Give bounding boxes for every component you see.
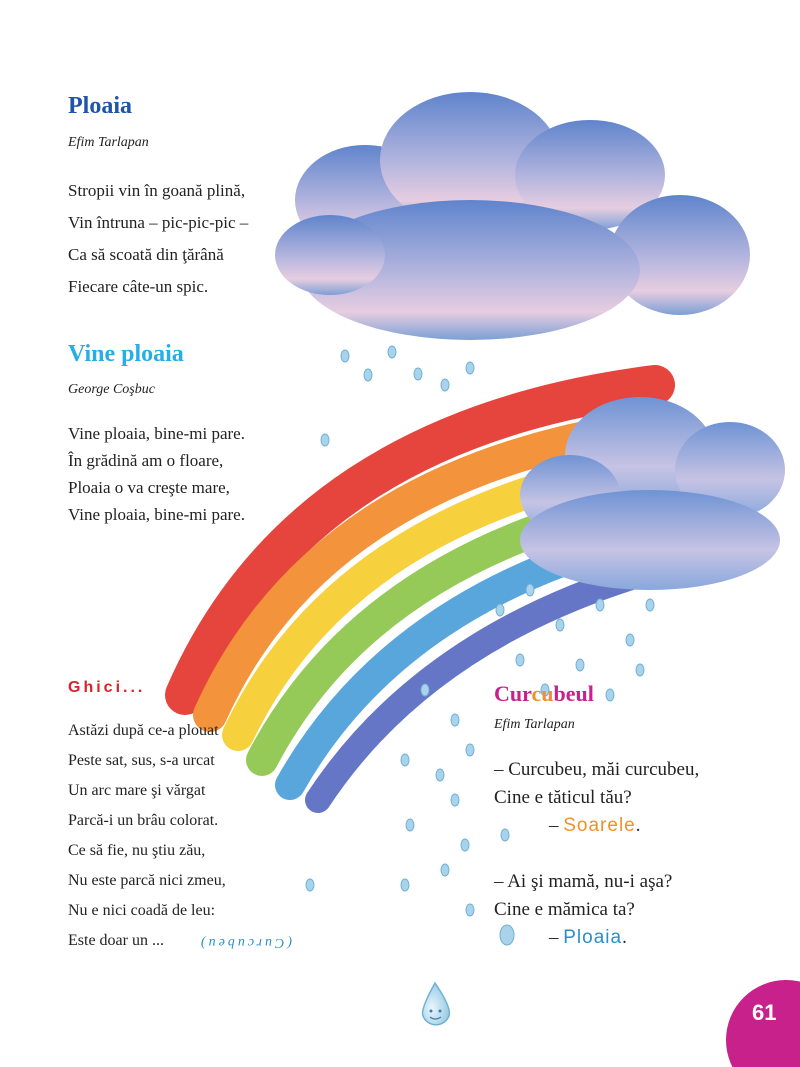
cloud-right xyxy=(520,397,785,590)
cloud-top xyxy=(275,92,750,340)
verse-line: Nu este parcă nici zmeu, xyxy=(68,872,226,889)
poem-verse xyxy=(494,756,699,952)
verse-line: Nu e nici coadă de leu: xyxy=(68,902,216,919)
page-number: 61 xyxy=(752,1000,777,1025)
dash: – xyxy=(549,927,564,948)
verse-line: Stropii vin în goană plină, xyxy=(68,181,246,200)
verse-line: Fiecare câte-un spic. xyxy=(68,277,209,296)
poem-ploaia xyxy=(68,92,248,303)
verse-line: Un arc mare şi vărgat xyxy=(68,782,206,799)
verse-line: Vin întruna – pic-pic-pic – xyxy=(68,213,249,232)
poem-title: Ploaia xyxy=(68,93,132,119)
poem-curcubeul xyxy=(494,680,699,952)
verse-line: Ca să scoată din ţărână xyxy=(68,245,224,264)
title-part: Cur xyxy=(494,681,532,706)
verse-line: Peste sat, sus, s-a urcat xyxy=(68,752,215,769)
answer-soarele: Soarele xyxy=(563,815,636,836)
poem-vine-ploaia xyxy=(68,340,245,528)
verse-line: Ce să fie, nu ştiu zău, xyxy=(68,842,206,859)
verse-line: Parcă-i un brâu colorat. xyxy=(68,812,219,829)
verse-line: Ploaia o va creşte mare, xyxy=(68,478,230,497)
title-part: beul xyxy=(553,681,594,706)
period: . xyxy=(635,815,641,836)
verse-line: Cine e tăticul tău? xyxy=(494,787,632,808)
poem-verse xyxy=(68,420,245,528)
poem-verse xyxy=(68,175,248,303)
verse-line: Vine ploaia, bine-mi pare. xyxy=(68,505,245,524)
verse-line: Cine e mămica ta? xyxy=(494,899,635,920)
riddle-ghici xyxy=(68,678,226,956)
verse-line: – Curcubeu, măi curcubeu, xyxy=(494,759,700,780)
riddle-answer-upside-down: (Curcubeu) xyxy=(198,935,293,950)
poem-author: Efim Tarlapan xyxy=(68,135,149,150)
verse-line: Vine ploaia, bine-mi pare. xyxy=(68,424,245,443)
verse-line: În grădină am o floare, xyxy=(68,451,224,470)
verse-line: – Ai şi mamă, nu-i aşa? xyxy=(494,871,673,892)
period: . xyxy=(622,927,627,948)
riddle-verse xyxy=(68,716,226,956)
title-part: cu xyxy=(531,681,554,706)
smiling-raindrop-icon xyxy=(423,983,450,1025)
verse-line-answer xyxy=(494,812,699,840)
riddle-title: Ghici... xyxy=(68,679,146,696)
verse-line-answer xyxy=(494,924,699,952)
poem-author: Efim Tarlapan xyxy=(494,717,575,732)
verse-line: Este doar un ... xyxy=(68,932,164,949)
poem-author: George Coşbuc xyxy=(68,382,155,397)
dash: – xyxy=(549,815,564,836)
poem-title: Vine ploaia xyxy=(68,341,184,367)
answer-ploaia: Ploaia xyxy=(563,927,623,948)
verse-line: Astăzi după ce-a plouat xyxy=(68,722,219,739)
poem-title xyxy=(494,680,699,708)
